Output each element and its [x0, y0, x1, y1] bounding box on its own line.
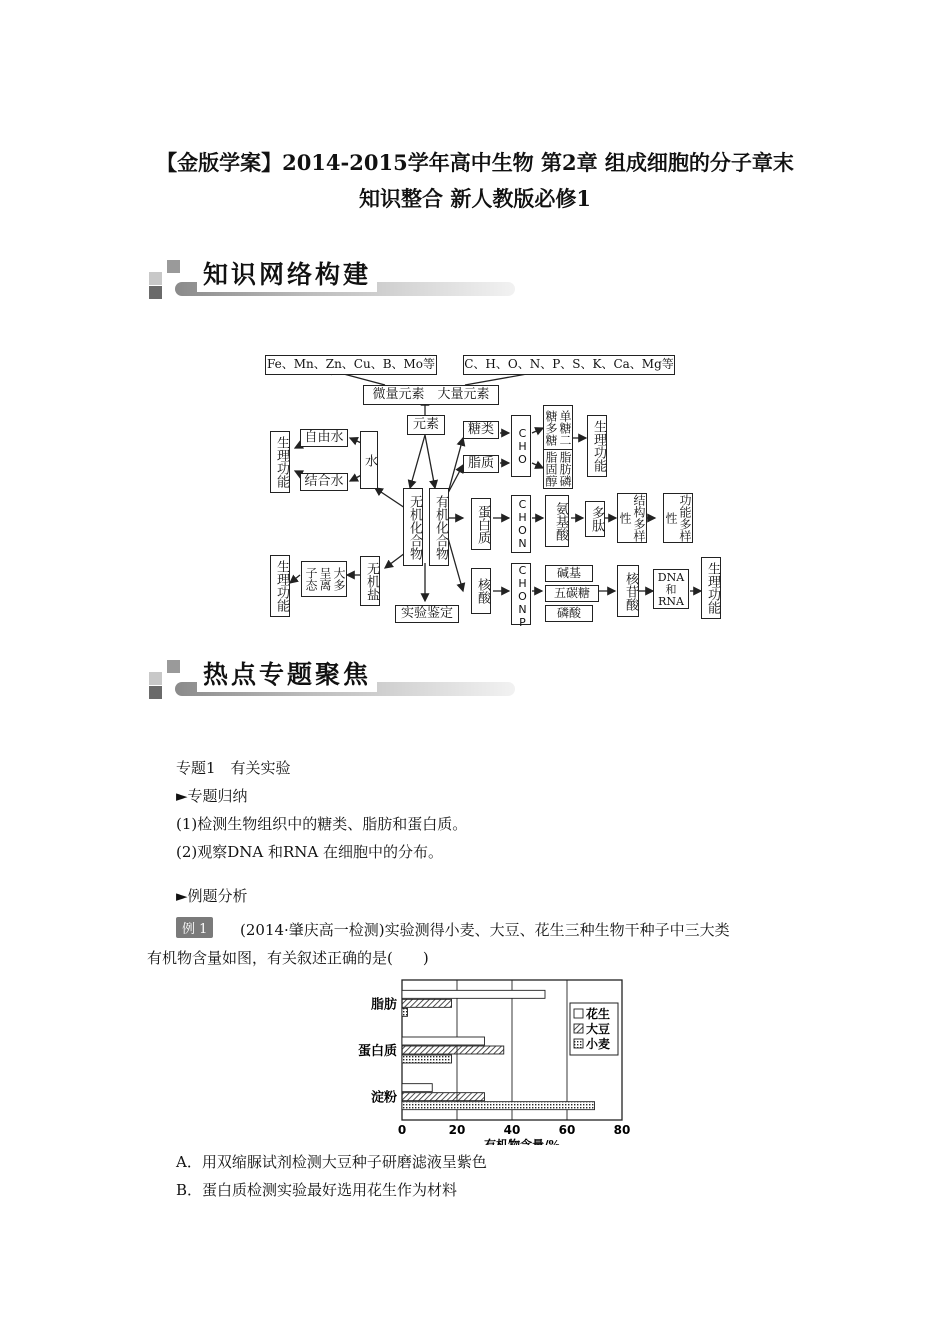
water-box: 水	[360, 431, 378, 489]
peptide-box: 多肽	[585, 501, 605, 537]
physio-box-4: 生理功能	[701, 557, 721, 619]
inorganic-box: 无机化合物	[403, 488, 423, 566]
x-tick-label: 80	[613, 1123, 631, 1137]
x-axis-label: 有机物含量/%	[484, 1138, 560, 1145]
micro-macro-box: 微量元素 大量元素	[363, 385, 499, 405]
bound-water-box: 结合水	[300, 473, 348, 491]
major-elements-box: C、H、O、N、P、S、K、Ca、Mg等	[463, 355, 675, 375]
bar	[402, 1055, 452, 1063]
example-tag	[176, 917, 213, 938]
amino-box: 氨基酸	[545, 495, 569, 547]
x-tick-label: 20	[448, 1123, 466, 1137]
base-box: 碱基	[545, 565, 593, 582]
bar	[402, 1046, 504, 1054]
decor-square	[149, 672, 162, 685]
element-box: 元素	[407, 415, 445, 435]
protein-box: 蛋白质	[471, 498, 491, 550]
bar	[402, 1008, 408, 1016]
category-label: 淀粉	[370, 1090, 397, 1106]
function-diversity-box: 功能多样性	[664, 494, 692, 542]
bar	[402, 990, 545, 998]
bar	[402, 1093, 485, 1101]
lipid-types-box: 脂肪磷脂固醇	[544, 451, 572, 487]
legend-label: 小麦	[586, 1037, 611, 1051]
physio-box-3: 生理功能	[270, 555, 290, 617]
dna-rna-box: DNA和RNA	[653, 569, 689, 609]
content-chart	[340, 975, 640, 1145]
decor-square	[149, 286, 162, 299]
sugar-types-box: 单糖二糖多糖	[543, 405, 573, 451]
banner-knowledge	[145, 258, 515, 308]
bar	[402, 999, 452, 1007]
phosphate-box: 磷酸	[545, 605, 593, 622]
x-tick-label: 0	[397, 1123, 407, 1137]
decor-square	[167, 260, 180, 273]
concept-map	[235, 343, 720, 629]
pentose-box: 五碳糖	[545, 585, 599, 602]
decor-square	[149, 272, 162, 285]
bar	[402, 1037, 485, 1045]
banner-hot-text: 热点专题聚焦	[197, 658, 377, 692]
category-label: 脂肪	[370, 997, 397, 1013]
legend-swatch	[574, 1009, 583, 1018]
example-tag-text: 例 1	[176, 917, 213, 938]
nucleic-box: 核酸	[471, 568, 491, 614]
chart-svg	[340, 975, 640, 1145]
nucleotide-box: 核苷酸	[617, 565, 639, 617]
free-water-box: 自由水	[300, 429, 348, 447]
trace-elements-box: Fe、Mn、Zn、Cu、B、Mo等	[265, 355, 437, 375]
legend-label: 花生	[586, 1007, 611, 1021]
topic-heading: 专题1 有关实验	[176, 759, 291, 777]
category-label: 蛋白质	[357, 1044, 397, 1059]
decor-square	[149, 686, 162, 699]
decor-square	[167, 660, 180, 673]
structure-diversity-box: 结构多样性	[618, 494, 646, 542]
sugar-box: 糖类	[463, 421, 499, 439]
example-text-2: 有机物含量如图，有关叙述正确的是( )	[147, 949, 429, 967]
bar	[402, 1102, 595, 1110]
option-b: B．蛋白质检测实验最好选用花生作为材料	[176, 1181, 458, 1199]
lipid-box: 脂质	[463, 455, 499, 473]
salt-box: 无机盐	[360, 556, 380, 606]
x-tick-label: 40	[503, 1123, 521, 1137]
physio-box-2: 生理功能	[587, 415, 607, 477]
banner-hot	[145, 658, 515, 708]
example-text-1: (2014·肇庆高一检测)实验测得小麦、大豆、花生三种生物干种子中三大类	[240, 921, 730, 939]
option-a: A．用双缩脲试剂检测大豆种子研磨滤液呈紫色	[176, 1153, 487, 1171]
page-title-line2: 知识整合 新人教版必修1	[359, 186, 591, 211]
organic-box: 有机化合物	[429, 488, 449, 566]
bar	[402, 1084, 432, 1092]
summary-item-1: (1)检测生物组织中的糖类、脂肪和蛋白质。	[176, 815, 468, 833]
legend-label: 大豆	[586, 1022, 611, 1036]
legend-swatch	[574, 1024, 583, 1033]
experiment-box: 实验鉴定	[395, 605, 459, 623]
chonp-box: CHONP	[511, 563, 531, 625]
legend-swatch	[574, 1039, 583, 1048]
page-title-line1: 【金版学案】2014-2015学年高中生物 第2章 组成细胞的分子章末	[156, 150, 794, 175]
summary-item-2: (2)观察DNA 和RNA 在细胞中的分布。	[176, 843, 444, 861]
banner-knowledge-text: 知识网络构建	[197, 258, 377, 292]
analysis-label: ►例题分析	[176, 887, 248, 905]
x-tick-label: 60	[558, 1123, 576, 1137]
cho-box: CHO	[511, 415, 531, 477]
physio-box-1: 生理功能	[270, 431, 290, 493]
ion-box: 大多呈离子态	[301, 561, 347, 597]
chon-box: CHON	[511, 495, 531, 553]
summary-label: ►专题归纳	[176, 787, 248, 805]
